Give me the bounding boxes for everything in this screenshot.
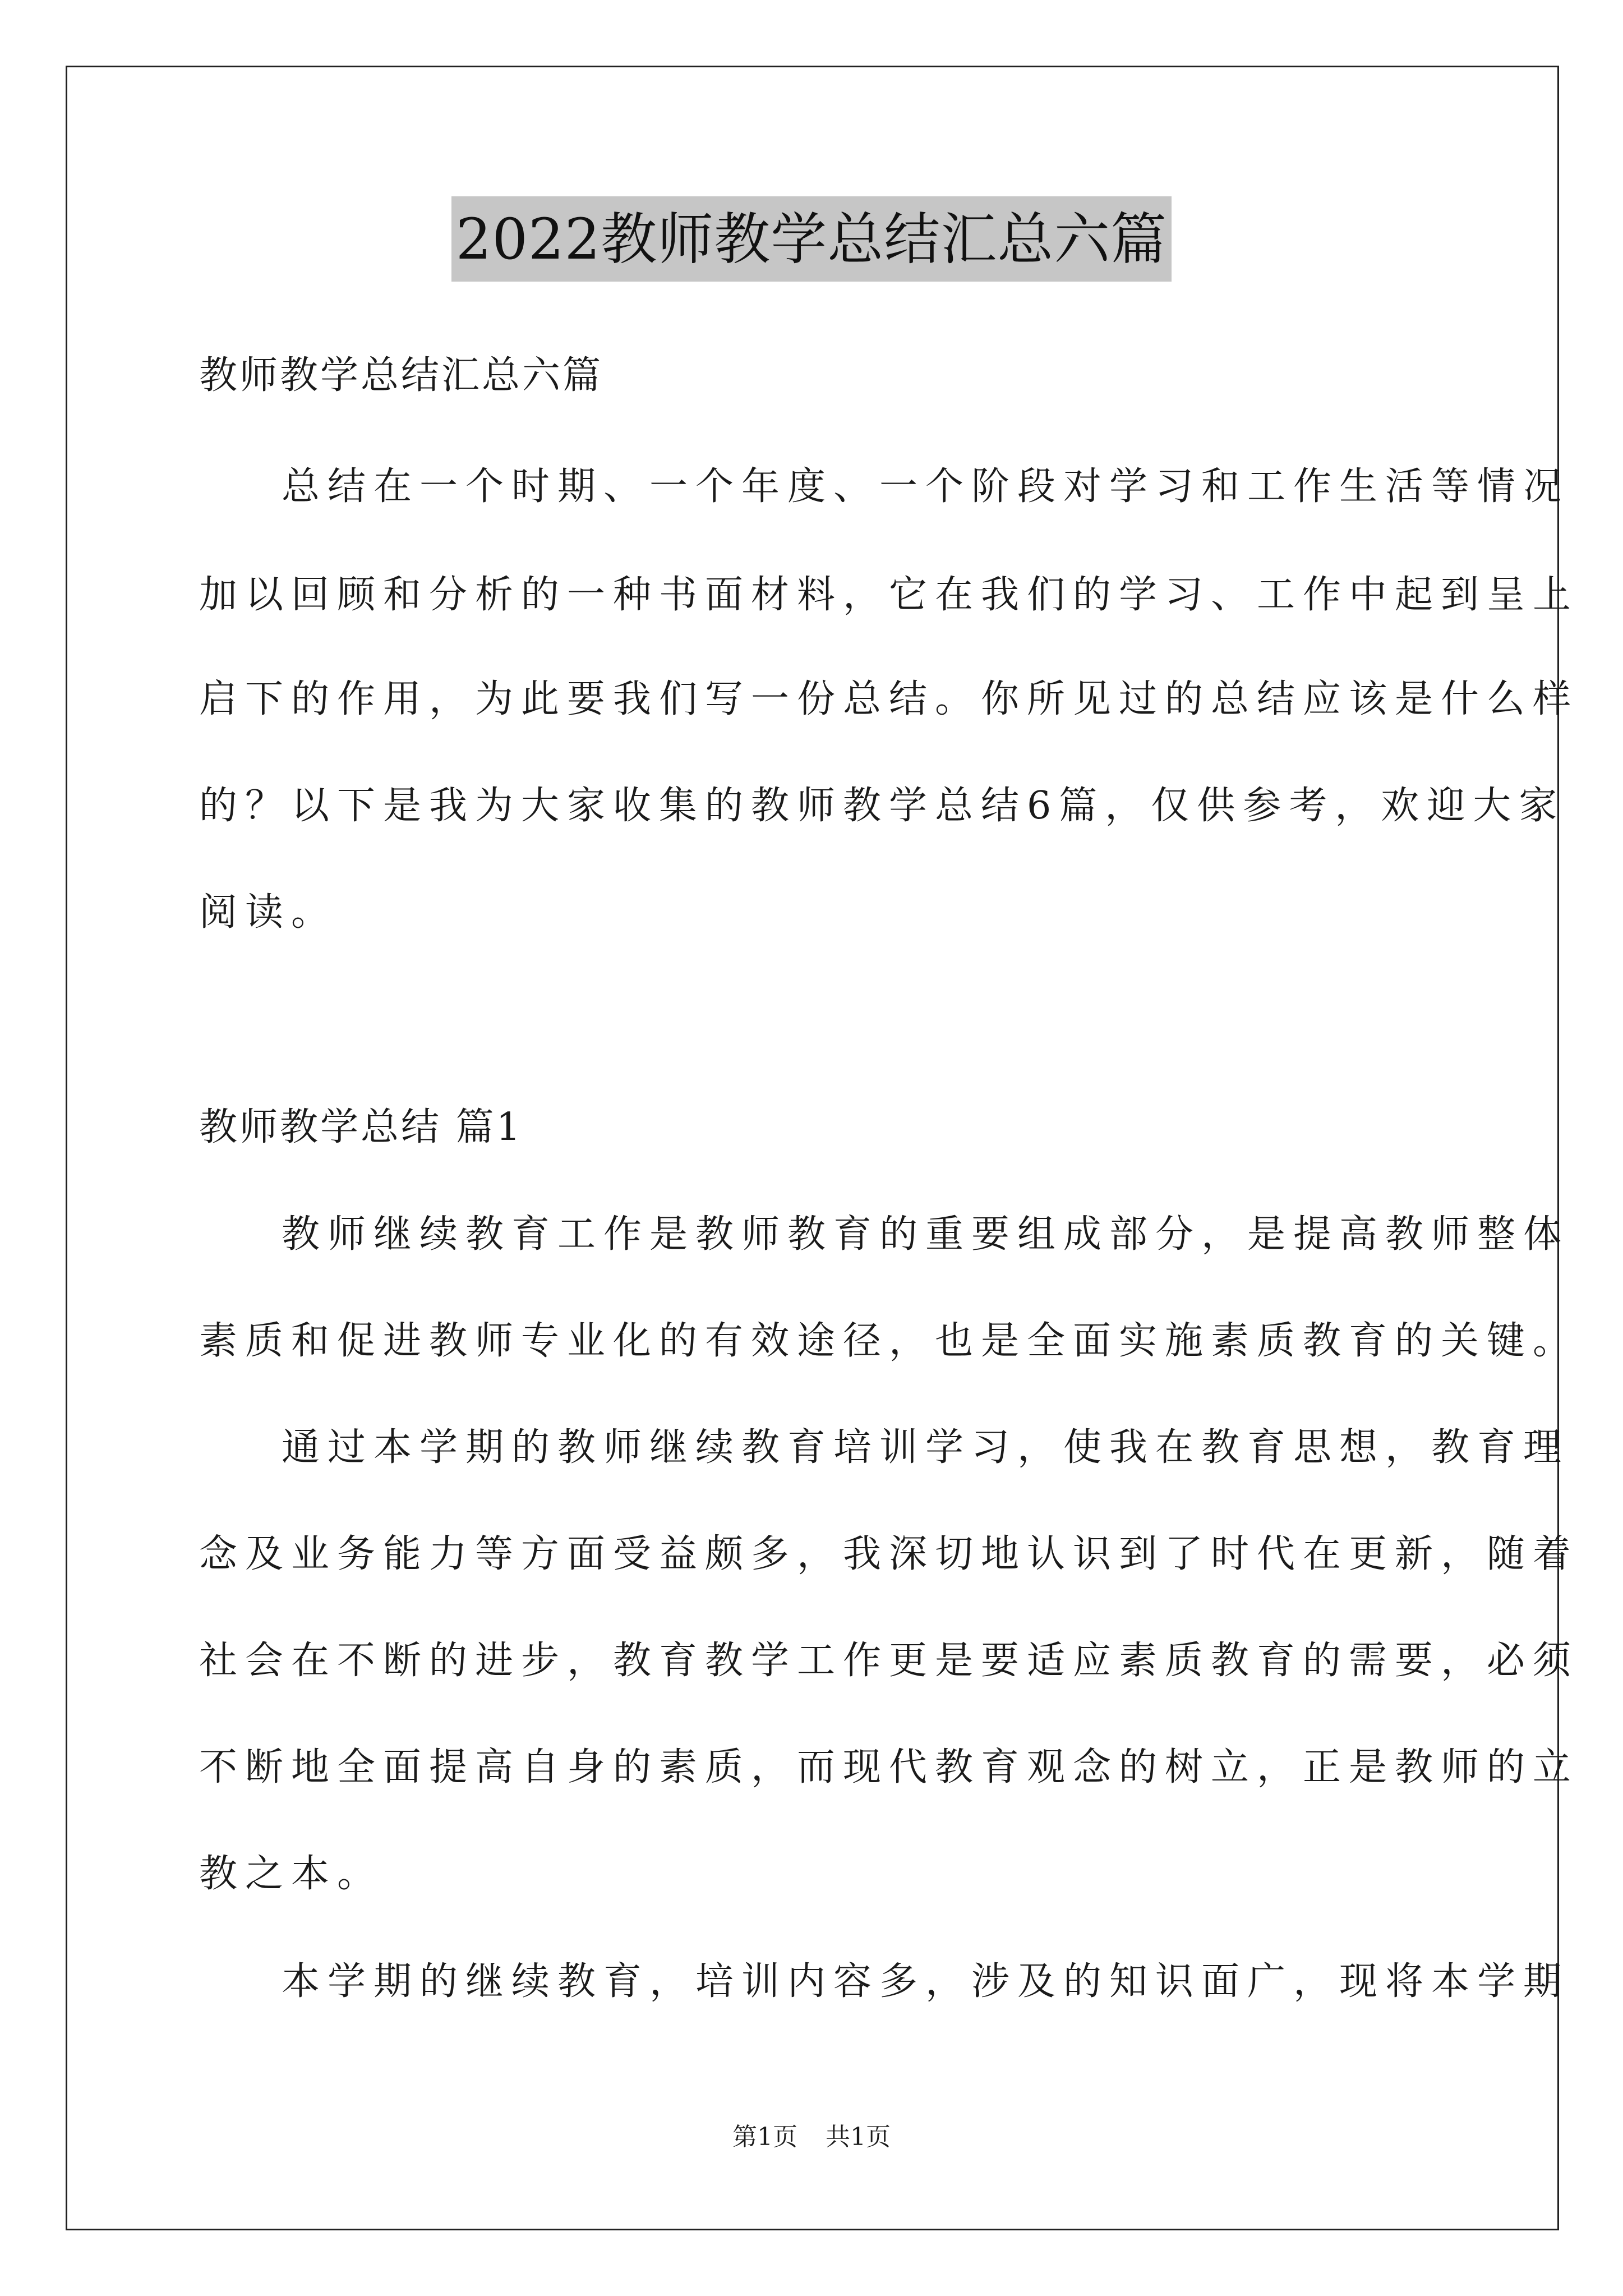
section-heading: 教师教学总结 篇1 (199, 1105, 523, 1149)
para2-line-5: 教之本。 (199, 1852, 384, 1896)
page-footer (0, 2120, 1623, 2154)
page-number: 第1页 (732, 2123, 797, 2151)
intro-line-5: 阅读。 (199, 890, 338, 935)
page-total: 共1页 (826, 2123, 891, 2151)
para3-line-1: 本学期的继续教育，培训内容多，涉及的知识面广，现将本学期 (282, 1959, 1570, 2004)
title-container (0, 196, 1623, 282)
para2-line-1: 通过本学期的教师继续教育培训学习，使我在教育思想，教育理 (282, 1425, 1570, 1470)
intro-line-3: 启下的作用，为此要我们写一份总结。你所见过的总结应该是什么样 (199, 677, 1579, 721)
para1-line-2: 素质和促进教师专业化的有效途径，也是全面实施素质教育的关键。 (199, 1319, 1579, 1363)
para1-line-1: 教师继续教育工作是教师教育的重要组成部分，是提高教师整体 (282, 1212, 1570, 1257)
document-title: 2022教师教学总结汇总六篇 (451, 196, 1172, 282)
para2-line-3: 社会在不断的进步，教育教学工作更是要适应素质教育的需要，必须 (199, 1639, 1579, 1683)
intro-line-4: 的？以下是我为大家收集的教师教学总结6篇，仅供参考，欢迎大家 (199, 784, 1565, 828)
intro-line-2: 加以回顾和分析的一种书面材料，它在我们的学习、工作中起到呈上 (199, 573, 1579, 617)
para2-line-4: 不断地全面提高自身的素质，而现代教育观念的树立，正是教师的立 (199, 1745, 1579, 1789)
intro-line-1: 总结在一个时期、一个年度、一个阶段对学习和工作生活等情况 (282, 464, 1570, 509)
document-subtitle: 教师教学总结汇总六篇 (199, 353, 603, 398)
para2-line-2: 念及业务能力等方面受益颇多，我深切地认识到了时代在更新，随着 (199, 1532, 1579, 1576)
